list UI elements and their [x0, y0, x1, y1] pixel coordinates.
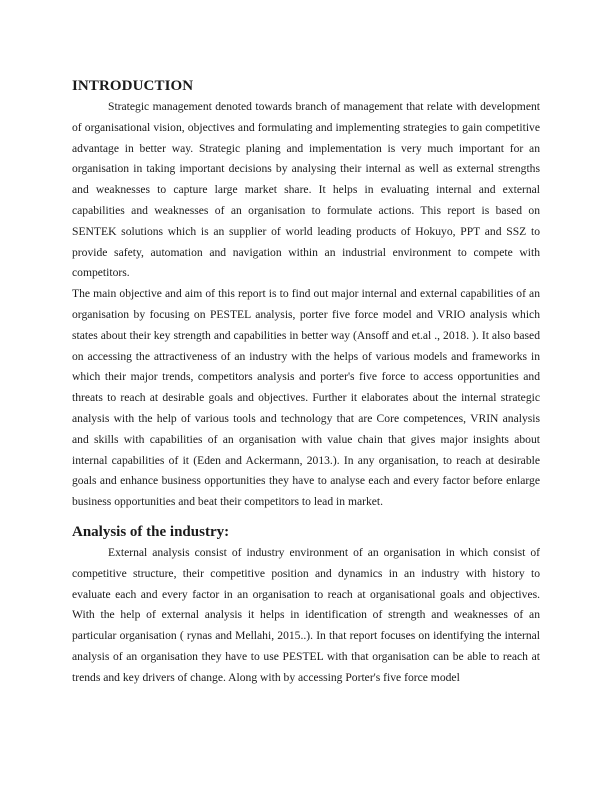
introduction-paragraph-1: Strategic management denoted towards branch of management that relate with development of organisational vision, objectives and formulating and implementing strategies to gain competitive advantage in better way. Strategic planing and implementation is very much important for an organisation in taking important decisions by analysing their internal as well as external strengths and weaknesses to capture large market share. It helps in evaluating internal and external capabilities and weaknesses of an organisation to formulate actions. This report is based on SENTEK solutions which is an supplier of world leading products of Hokuyo, PPT and SSZ to provide safety, automation and navigation within an industrial environment to compete with competitors. — [72, 100, 540, 280]
document-page — [72, 76, 540, 689]
industry-analysis-heading: Analysis of the industry: — [72, 523, 230, 540]
introduction-paragraph-2: The main objective and aim of this report is to find out major internal and external capabilities of an organisation by focusing on PESTEL analysis, porter five force model and VRIO analysis which states about their key strength and capabilities in better way (Ansoff and et.al ., 2018. ). It also based on accessing the attractiveness of an industry with the helps of various models and frameworks in which their major trends, competitors analysis and porter's five force to access opportunities and threats to reach at desirable goals and objectives. Further it elaborates about the internal strategic analysis with the help of various tools and technology that are Core competences, VRIN analysis and skills with capabilities of an organisation with value chain that gives major insights about internal capabilities of it (Eden and Ackermann, 2013.). In any organisation, to reach at desirable goals and enhance business opportunities they have to analyse each and every factor before enlarge business opportunities and beat their competitors to lead in market. — [72, 287, 540, 509]
introduction-heading: INTRODUCTION — [72, 78, 194, 94]
industry-analysis-paragraph-1: External analysis consist of industry environment of an organisation in which consist of competitive structure, their competitive position and dynamics in an industry with history to evaluate each and every factor in an organisation to reach at organisational goals and objectives. With the help of external analysis it helps in identification of strength and weaknesses of an particular organisation ( rynas and Mellahi, 2015..). In that report focuses on identifying the internal analysis of an organisation they have to use PESTEL with that organisation can be able to reach at trends and key drivers of change. Along with by accessing Porter's five force model — [72, 545, 540, 684]
